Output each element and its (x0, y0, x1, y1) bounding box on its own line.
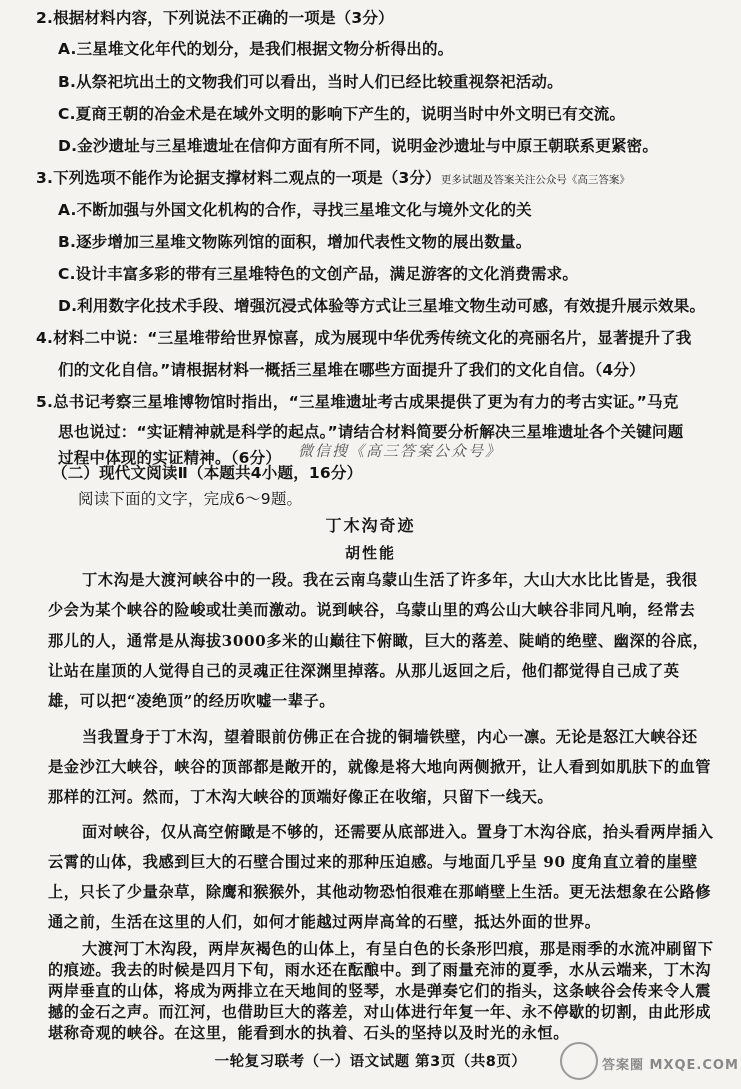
article-line: 撼的金石之声。而江河，也借助巨大的落差，对山体进行年复一年、永不停歇的切割，由此形成 (48, 1003, 712, 1021)
article-line: 让站在崖顶的人觉得自己的灵魂正往深渊里掉落。从那儿返回之后，他们都觉得自己成了英 (48, 662, 680, 680)
article-line: 雄，可以把“凌绝顶”的经历吹嘘一辈子。 (48, 692, 336, 710)
q2-option-b: B.从祭祀坑出土的文物我们可以看出，当时人们已经比较重视祭祀活动。 (58, 73, 563, 91)
q4-line-1: 4.材料二中说：“三星堆带给世界惊喜，成为展现中华优秀传统文化的亮丽名片，显著提升了我 (36, 329, 692, 347)
article-line: 大渡河丁木沟段，两岸灰褐色的山体上，有呈白色的长条形凹痕，那是雨季的水流冲刷留下 (82, 940, 714, 958)
q3-stem: 3.下列选项不能作为论据支撑材料二观点的一项是（3分） (36, 169, 441, 187)
section-heading: （二）现代文阅读Ⅱ（本题共4小题，16分） (52, 464, 363, 482)
q2-option-a: A.三星堆文化年代的划分，是我们根据文物分析得出的。 (58, 40, 454, 58)
q5-line-3: 过程中体现的实证精神。（6分） (58, 449, 282, 467)
q3-line (36, 166, 726, 188)
q5-line-1: 5.总书记考察三星堆博物馆时指出，“三星堆遗址考古成果提供了更为有力的考古实证。”马克 (36, 393, 679, 411)
q2-stem: 2.根据材料内容，下列说法不正确的一项是（3分） (36, 9, 394, 27)
article-line: 上，只长了少量杂草，除鹰和猴猴外，其他动物恐怕很难在那峭壁上生活。更无法想象在公路修 (48, 883, 712, 901)
q3-option-a: A.不断加强与外国文化机构的合作，寻找三星堆文化与境外文化的关 (58, 201, 532, 219)
article-title: 丁木沟奇迹 (325, 516, 416, 535)
q3-option-c: C.设计丰富多彩的带有三星堆特色的文创产品，满足游客的文化消费需求。 (58, 265, 579, 283)
q3-note: 更多试题及答案关注公众号《高三答案》 (440, 174, 630, 186)
watermark-text: 微信搜《高三答案公众号》 (298, 442, 503, 460)
article-line: 两岸垂直的山体，将成为两排立在天地间的竖琴，水是弹奏它们的指头，这条峡谷会传来令人震 (48, 982, 712, 1000)
article-line: 那儿的人，通常是从海拔3000多米的山巅往下俯瞰，巨大的落差、陡峭的绝壁、幽深的谷底， (48, 632, 709, 650)
q5-line-2: 思也说过：“实证精神就是科学的起点。”请结合材料简要分析解决三星堆遗址各个关键问题 (58, 423, 684, 441)
article-line: 云霄的山体，我感到巨大的石壁合围过来的那种压迫感。与地面几乎呈 90 度角直立着的崖壁 (48, 853, 698, 871)
q3-option-b: B.逐步增加三星堆文物陈列馆的面积，增加代表性文物的展出数量。 (58, 233, 532, 251)
article-author: 胡性能 (344, 544, 396, 562)
section-instruction: 阅读下面的文字，完成6～9题。 (78, 490, 303, 508)
site-logo (560, 1040, 739, 1082)
article-line: 通之前，生活在这里的人们，如何才能越过两岸高耸的石壁，抵达外面的世界。 (48, 913, 601, 931)
article-line: 的痕迹。我去的时候是四月下旬，雨水还在酝酿中。到了雨量充沛的夏季，水从云端来，丁木沟 (48, 961, 712, 979)
article-line: 面对峡谷，仅从高空俯瞰是不够的，还需要从底部进入。置身丁木沟谷底，抬头看两岸插入 (82, 823, 714, 841)
q2-option-c: C.夏商王朝的冶金术是在域外文明的影响下产生的，说明当时中外文明已有交流。 (58, 105, 626, 123)
article-line: 那样的江河。然而，丁木沟大峡谷的顶端好像正在收缩，只留下一线天。 (48, 788, 554, 806)
article-line: 堪称奇观的峡谷。在这里，能看到水的执着、石头的坚持以及时光的永恒。 (48, 1024, 569, 1042)
q3-option-d: D.利用数字化技术手段、增强沉浸式体验等方式让三星堆文物生动可感，有效提升展示效果。 (58, 297, 706, 315)
page-footer: 一轮复习联考（一）语文试题 第3页（共8页） (214, 1054, 527, 1070)
logo-text: 答案圈 MXQE.COM (602, 1058, 739, 1073)
article-line: 当我置身于丁木沟，望着眼前仿佛正在合拢的铜墙铁壁，内心一凛。无论是怒江大峡谷还 (82, 728, 698, 746)
logo-circle-icon (560, 1042, 598, 1080)
article-line: 少会为某个峡谷的险峻或壮美而激动。说到峡谷，乌蒙山里的鸡公山大峡谷非同凡响，经常去 (48, 601, 696, 619)
q2-option-d: D.金沙遗址与三星堆遗址在信仰方面有所不同，说明金沙遗址与中原王朝联系更紧密。 (58, 137, 659, 155)
q4-line-2: 们的文化自信。”请根据材料一概括三星堆在哪些方面提升了我们的文化自信。（4分） (58, 361, 645, 379)
article-line: 是金沙江大峡谷，峡谷的顶部都是敞开的，就像是将大地向两侧掀开，让人看到如肌肤下的血管 (48, 758, 712, 776)
article-line: 丁木沟是大渡河峡谷中的一段。我在云南乌蒙山生活了许多年，大山大水比比皆是，我很 (82, 571, 698, 589)
